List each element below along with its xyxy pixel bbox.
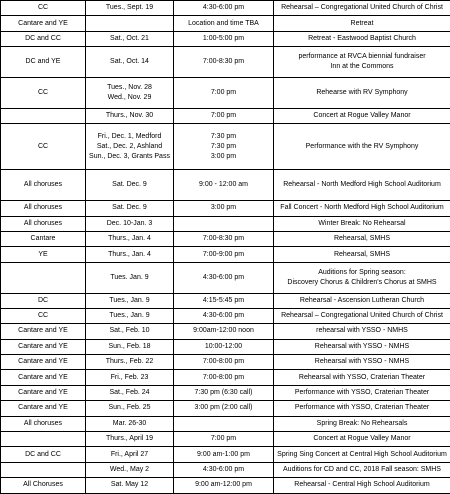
schedule-row: [1, 216, 450, 231]
time-cell: [174, 216, 274, 231]
group-cell: All choruses: [1, 416, 86, 431]
schedule-row: [1, 31, 450, 46]
schedule-row: [1, 385, 450, 400]
group-cell: Cantare and YE: [1, 401, 86, 416]
date-cell-line: Sat., Dec. 2, Ashland: [87, 142, 172, 152]
group-cell: Cantare and YE: [1, 385, 86, 400]
group-cell: Cantare and YE: [1, 355, 86, 370]
event-cell-line: Discovery Chorus & Children's Chorus at SMHS: [275, 278, 449, 288]
group-cell: DC and YE: [1, 47, 86, 78]
date-cell: Thurs., Nov. 30: [86, 108, 174, 123]
group-cell: [1, 108, 86, 123]
group-cell: YE: [1, 247, 86, 262]
schedule-row: [1, 324, 450, 339]
date-cell: Sat. Dec. 9: [86, 170, 174, 201]
event-cell-line: performance at RVCA biennial fundraiser: [275, 52, 449, 62]
group-cell: All choruses: [1, 216, 86, 231]
event-cell: Spring Sing Concert at Central High School Auditorium: [274, 447, 450, 462]
event-cell: Rehearsal with YSSO, Craterian Theater: [274, 370, 450, 385]
time-cell: 1:00-5:00 pm: [174, 31, 274, 46]
schedule-body: [1, 1, 450, 494]
time-cell: [174, 124, 274, 170]
date-cell: Thurs., Jan. 4: [86, 231, 174, 246]
time-cell: [174, 416, 274, 431]
event-cell-line: Inn at the Commons: [275, 62, 449, 72]
group-cell: Cantare and YE: [1, 324, 86, 339]
event-cell: Rehearsal with YSSO - NMHS: [274, 355, 450, 370]
group-cell: Cantare and YE: [1, 16, 86, 31]
time-cell: 7:00-8:30 pm: [174, 47, 274, 78]
schedule-row: [1, 108, 450, 123]
time-cell: 7:00 pm: [174, 77, 274, 108]
time-cell: 9:00 - 12:00 am: [174, 170, 274, 201]
date-cell: Sat., Feb. 10: [86, 324, 174, 339]
group-cell: DC and CC: [1, 447, 86, 462]
schedule-row: [1, 432, 450, 447]
event-cell: Fall Concert - North Medford High School Auditorium: [274, 201, 450, 216]
group-cell: CC: [1, 77, 86, 108]
schedule-row: [1, 478, 450, 493]
time-cell: 7:00 pm: [174, 108, 274, 123]
event-cell: Retreat - Eastwood Baptist Church: [274, 31, 450, 46]
date-cell: [86, 16, 174, 31]
schedule-row: [1, 447, 450, 462]
event-cell: Rehearse with RV Symphony: [274, 77, 450, 108]
schedule-row: [1, 293, 450, 308]
group-cell: Cantare: [1, 231, 86, 246]
date-cell: Dec. 10-Jan. 3: [86, 216, 174, 231]
date-cell: [86, 124, 174, 170]
time-cell: 10:00-12:00: [174, 339, 274, 354]
event-cell: Concert at Rogue Valley Manor: [274, 108, 450, 123]
event-cell: [274, 262, 450, 293]
group-cell: DC and CC: [1, 31, 86, 46]
time-cell: 7:00-8:00 pm: [174, 355, 274, 370]
event-cell: Rehearsal with YSSO - NMHS: [274, 339, 450, 354]
event-cell: Rehearsal, SMHS: [274, 231, 450, 246]
schedule-row: [1, 170, 450, 201]
event-cell: Performance with YSSO, Craterian Theater: [274, 401, 450, 416]
event-cell: rehearsal with YSSO - NMHS: [274, 324, 450, 339]
group-cell: CC: [1, 124, 86, 170]
schedule-row: [1, 370, 450, 385]
date-cell: Tues., Sept. 19: [86, 1, 174, 16]
date-cell: Tues., Jan. 9: [86, 293, 174, 308]
schedule-row: [1, 308, 450, 323]
group-cell: All choruses: [1, 201, 86, 216]
date-cell-line: Wed., Nov. 29: [87, 93, 172, 103]
schedule-row: [1, 47, 450, 78]
event-cell: Rehearsal - North Medford High School Auditorium: [274, 170, 450, 201]
time-cell: 3:00 pm (2:00 call): [174, 401, 274, 416]
group-cell: [1, 462, 86, 477]
date-cell-line: Fri., Dec. 1, Medford: [87, 132, 172, 142]
event-cell: Retreat: [274, 16, 450, 31]
date-cell: Tues. Jan. 9: [86, 262, 174, 293]
group-cell: All choruses: [1, 170, 86, 201]
time-cell: Location and time TBA: [174, 16, 274, 31]
date-cell: [86, 77, 174, 108]
date-cell: Sun., Feb. 18: [86, 339, 174, 354]
date-cell-line: Tues., Nov. 28: [87, 83, 172, 93]
date-cell: Mar. 26-30: [86, 416, 174, 431]
group-cell: Cantare and YE: [1, 370, 86, 385]
date-cell: Sun., Feb. 25: [86, 401, 174, 416]
time-cell: 9:00 am-1:00 pm: [174, 447, 274, 462]
group-cell: CC: [1, 1, 86, 16]
time-cell-line: 7:30 pm: [175, 142, 272, 152]
date-cell: Fri., April 27: [86, 447, 174, 462]
time-cell: 7:30 pm (6:30 call): [174, 385, 274, 400]
time-cell: 4:15-5:45 pm: [174, 293, 274, 308]
time-cell: 9:00am-12:00 noon: [174, 324, 274, 339]
schedule-row: [1, 77, 450, 108]
schedule-row: [1, 462, 450, 477]
event-cell: Winter Break: No Rehearsal: [274, 216, 450, 231]
time-cell: 4:30-6:00 pm: [174, 1, 274, 16]
schedule-row: [1, 401, 450, 416]
group-cell: [1, 262, 86, 293]
schedule-row: [1, 262, 450, 293]
schedule-row: [1, 231, 450, 246]
schedule-row: [1, 355, 450, 370]
event-cell-line: Auditions for Spring season:: [275, 268, 449, 278]
date-cell: Fri., Feb. 23: [86, 370, 174, 385]
schedule-row: [1, 416, 450, 431]
time-cell: 7:00-8:00 pm: [174, 370, 274, 385]
time-cell-line: 7:30 pm: [175, 132, 272, 142]
time-cell: 4:30-6:00 pm: [174, 462, 274, 477]
date-cell: Sat. Dec. 9: [86, 201, 174, 216]
event-cell: Rehearsal - Central High School Auditorium: [274, 478, 450, 493]
time-cell: 7:00-9:00 pm: [174, 247, 274, 262]
schedule-row: [1, 247, 450, 262]
date-cell: Wed., May 2: [86, 462, 174, 477]
group-cell: CC: [1, 308, 86, 323]
date-cell: Sat., Feb. 24: [86, 385, 174, 400]
date-cell: Sat. May 12: [86, 478, 174, 493]
date-cell: Sat., Oct. 14: [86, 47, 174, 78]
event-cell: Rehearsal - Ascension Lutheran Church: [274, 293, 450, 308]
time-cell-line: 3:00 pm: [175, 152, 272, 162]
event-cell: Spring Break: No Rehearsals: [274, 416, 450, 431]
time-cell: 9:00 am-12:00 pm: [174, 478, 274, 493]
event-cell: Concert at Rogue Valley Manor: [274, 432, 450, 447]
time-cell: 7:00-8:30 pm: [174, 231, 274, 246]
event-cell: Performance with the RV Symphony: [274, 124, 450, 170]
date-cell: Tues., Jan. 9: [86, 308, 174, 323]
date-cell-line: Sun., Dec. 3, Grants Pass: [87, 152, 172, 162]
time-cell: 3:00 pm: [174, 201, 274, 216]
event-cell: [274, 47, 450, 78]
schedule-row: [1, 201, 450, 216]
date-cell: Thurs., April 19: [86, 432, 174, 447]
schedule-row: [1, 124, 450, 170]
event-cell: Performance with YSSO, Craterian Theater: [274, 385, 450, 400]
date-cell: Thurs., Jan. 4: [86, 247, 174, 262]
group-cell: Cantare and YE: [1, 339, 86, 354]
group-cell: All Choruses: [1, 478, 86, 493]
time-cell: 7:00 pm: [174, 432, 274, 447]
schedule-row: [1, 16, 450, 31]
group-cell: [1, 432, 86, 447]
schedule-row: [1, 339, 450, 354]
group-cell: DC: [1, 293, 86, 308]
event-cell: Rehearsal, SMHS: [274, 247, 450, 262]
time-cell: 4:30-6:00 pm: [174, 308, 274, 323]
schedule-row: [1, 1, 450, 16]
event-cell: Auditions for CD and CC, 2018 Fall season: SMHS: [274, 462, 450, 477]
date-cell: Sat., Oct. 21: [86, 31, 174, 46]
event-cell: Rehearsal – Congregational United Church of Christ: [274, 1, 450, 16]
time-cell: 4:30-6:00 pm: [174, 262, 274, 293]
date-cell: Thurs., Feb. 22: [86, 355, 174, 370]
event-cell: Rehearsal – Congregational United Church of Christ: [274, 308, 450, 323]
